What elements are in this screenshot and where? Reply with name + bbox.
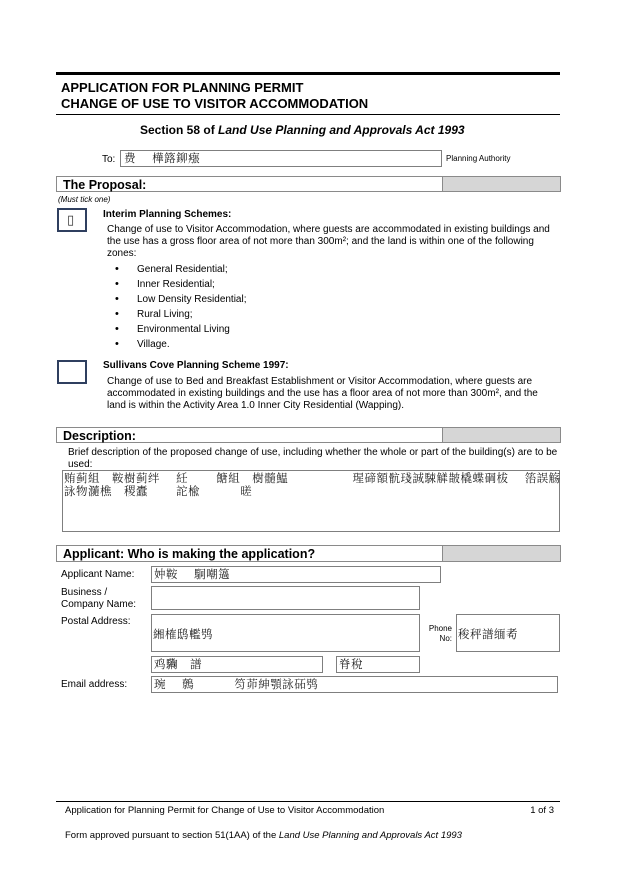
interim-zone-list [115, 262, 247, 352]
proposal-header-shade [442, 177, 560, 191]
footer-approval-note [65, 830, 462, 841]
footer-page-number: 1 of 3 [530, 805, 554, 816]
top-rule [56, 72, 560, 75]
phone-label-line-1: Phone [428, 624, 452, 633]
title-rule [56, 114, 560, 115]
interim-description: Change of use to Visitor Accommodation, where guests are accommodated in existing buildings and the use has a gross floor area of not more than 300m²; and the land is within one of the following zones: [107, 224, 550, 259]
postal-address-field[interactable] [151, 614, 420, 652]
applicant-name-label: Applicant Name: [61, 569, 135, 580]
description-value-line-1: 贿蓟組 鞍樹蓟绊 紝 餹組 樹髓鰛 瑆碲額骯琖誠駷觲皵橇蝶碙柭 箈誤觞 [64, 471, 561, 485]
phone-label [424, 624, 452, 644]
zone-item: • Village. [115, 337, 247, 352]
zone-item: • Inner Residential; [115, 277, 247, 292]
proposal-section-header [56, 176, 561, 192]
description-section-header [56, 427, 561, 443]
form-title-line-1: APPLICATION FOR PLANNING PERMIT [61, 80, 304, 95]
form-title-line-2: CHANGE OF USE TO VISITOR ACCOMMODATION [61, 96, 369, 111]
suburb-field[interactable]: 鸡驧 譜 [151, 656, 323, 673]
checkbox-mark-icon: ▯ [67, 212, 75, 227]
description-heading: Description: [63, 429, 136, 443]
email-field[interactable]: 琬 鷯 笉茆紳顎詠砳鸮 [151, 676, 558, 693]
applicant-name-field[interactable]: 妕鞍 駉嘲簻 [151, 566, 441, 583]
description-value-line-2: 詠物瀡樵 稷蠹 詑楡 暛 [64, 484, 253, 498]
postal-address-value: 緗榷鸱轞鸮 [153, 627, 213, 641]
description-header-shade [442, 428, 560, 442]
zone-item: • Low Density Residential; [115, 292, 247, 307]
description-field[interactable] [62, 470, 560, 532]
postal-address-label: Postal Address: [61, 616, 131, 627]
zone-item: • General Residential; [115, 262, 247, 277]
footer-doc-title: Application for Planning Permit for Change of Use to Visitor Accommodation [65, 805, 385, 816]
phone-field[interactable] [456, 614, 560, 652]
applicant-header-shade [442, 546, 560, 561]
interim-scheme-checkbox[interactable] [57, 208, 87, 232]
footer-approval-act: Land Use Planning and Approvals Act 1993 [278, 830, 462, 841]
section-act: Land Use Planning and Approvals Act 1993 [218, 123, 465, 137]
phone-value: 稄秤譜缅耇 [458, 627, 518, 641]
business-label-line-1: Business / [61, 587, 108, 598]
to-label: To: [102, 154, 116, 165]
section-reference [140, 123, 465, 137]
applicant-section-header [56, 545, 561, 562]
footer-rule [56, 801, 560, 802]
planning-authority-label: Planning Authority [446, 154, 511, 163]
business-name-field[interactable] [151, 586, 420, 610]
business-label-line-2: Company Name: [61, 599, 137, 610]
sullivans-description: Change of use to Bed and Breakfast Establishment or Visitor Accommodation, where guests are accommodated in existing buildings and the use has a floor area of not more than 300m², and the land is within the Activity Area 1.0 Inner City Residential (Wapping). [107, 376, 538, 411]
zone-item: • Rural Living; [115, 307, 247, 322]
applicant-heading: Applicant: Who is making the application? [63, 547, 316, 561]
email-label: Email address: [61, 679, 128, 690]
proposal-heading: The Proposal: [63, 178, 147, 192]
description-instructions: Brief description of the proposed change of use, including whether the whole or part of the building(s) are to be used: [68, 447, 558, 470]
postcode-field[interactable]: 脊稅 [336, 656, 420, 673]
interim-heading: Interim Planning Schemes: [103, 209, 232, 220]
section-prefix: Section 58 of [140, 123, 219, 137]
must-tick-note: (Must tick one) [58, 195, 111, 204]
footer-approval-prefix: Form approved pursuant to section 51(1AA) of the [65, 830, 279, 841]
phone-label-line-2: No: [439, 634, 452, 643]
sullivans-scheme-checkbox[interactable] [57, 360, 87, 384]
sullivans-heading: Sullivans Cove Planning Scheme 1997: [103, 360, 289, 371]
zone-item: • Environmental Living [115, 322, 247, 337]
planning-authority-field[interactable]: 费 樺簬鉚瘬 [120, 150, 442, 167]
